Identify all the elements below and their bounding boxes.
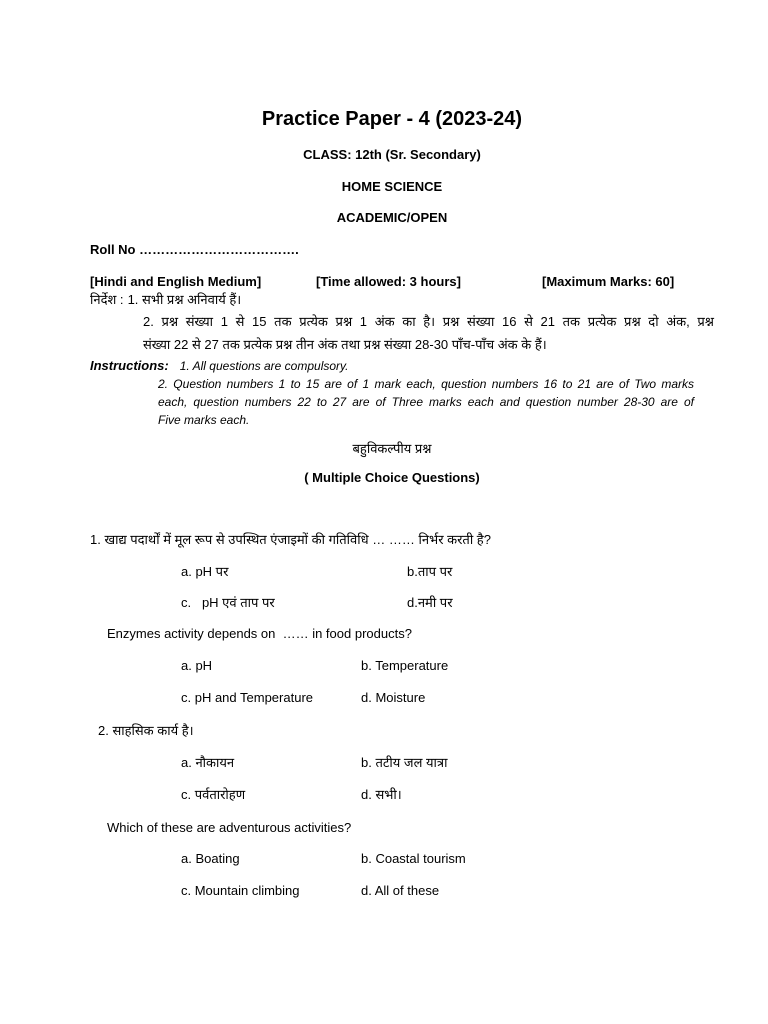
question-1-option-a-english: a. pH	[181, 658, 213, 673]
question-2-option-b-hindi: b. तटीय जल यात्रा	[361, 755, 448, 770]
question-1-option-d-hindi: d.नमी पर	[407, 595, 453, 610]
question-2-option-a-hindi: a. नौकायन	[181, 755, 235, 770]
hindi-instructions	[90, 291, 241, 309]
time-allowed-label: [Time allowed: 3 hours]	[316, 274, 461, 289]
question-2-option-c-english: c. Mountain climbing	[181, 883, 300, 898]
question-2-option-c-hindi: c. पर्वतारोहण	[181, 787, 246, 802]
question-1-option-c-hindi: c. pH एवं ताप पर	[181, 595, 275, 610]
hindi-instruction-1: 1. सभी प्रश्न अनिवार्य हैं।	[127, 292, 242, 307]
hindi-instructions-label: निर्देश :	[90, 292, 124, 307]
question-2-english: Which of these are adventurous activities?	[107, 820, 352, 835]
question-2-option-d-hindi: d. सभी।	[361, 787, 402, 802]
question-2-hindi: 2. साहसिक कार्य है।	[98, 723, 194, 738]
instruction-1: 1. All questions are compulsory.	[179, 359, 349, 373]
hindi-instruction-2-line-1: 2. प्रश्न संख्या 1 से 15 तक प्रत्येक प्रश्न 1 अंक का है। प्रश्न संख्या 16 से 21 तक प्रत्येक प्रश्न दो अंक, प्रश्न	[143, 314, 714, 329]
question-1-option-b-english: b. Temperature	[361, 658, 449, 673]
subject-label: HOME SCIENCE	[341, 179, 443, 194]
question-1-english: Enzymes activity depends on …… in food products?	[107, 626, 412, 641]
hindi-instruction-2-line-2: संख्या 22 से 27 तक प्रत्येक प्रश्न तीन अंक तथा प्रश्न संख्या 28-30 पाँच-पाँच अंक के हैं।	[143, 337, 547, 352]
roll-no-field: Roll No ……………………………….	[90, 242, 299, 257]
english-instructions	[90, 358, 348, 374]
question-1-hindi: 1. खाद्य पदार्थों में मूल रूप से उपस्थित एंजाइमों की गतिविधि … …… निर्भर करती है?	[90, 532, 491, 547]
instruction-2-line-3: Five marks each.	[158, 413, 250, 427]
question-2-option-a-english: a. Boating	[181, 851, 240, 866]
instruction-2-line-2: each, question numbers 22 to 27 are of Three marks each and question number 28-30 are of	[158, 395, 694, 409]
medium-label: [Hindi and English Medium]	[90, 274, 262, 289]
question-2-option-b-english: b. Coastal tourism	[361, 851, 466, 866]
section-title-english: ( Multiple Choice Questions)	[304, 470, 480, 485]
page-title: Practice Paper - 4 (2023-24)	[261, 108, 523, 130]
stream-label: ACADEMIC/OPEN	[336, 210, 448, 225]
question-2-option-d-english: d. All of these	[361, 883, 440, 898]
instruction-2-line-1: 2. Question numbers 1 to 15 are of 1 mark each, question numbers 16 to 21 are of Two marks	[158, 377, 694, 391]
question-1-option-a-hindi: a. pH पर	[181, 564, 229, 579]
instructions-label: Instructions:	[90, 358, 169, 373]
section-title-hindi: बहुविकल्पीय प्रश्न	[352, 441, 432, 456]
question-1-option-b-hindi: b.ताप पर	[407, 564, 453, 579]
max-marks-label: [Maximum Marks: 60]	[542, 274, 675, 289]
question-1-option-d-english: d. Moisture	[361, 690, 426, 705]
question-1-option-c-english: c. pH and Temperature	[181, 690, 313, 705]
class-label: CLASS: 12th (Sr. Secondary)	[303, 147, 481, 162]
